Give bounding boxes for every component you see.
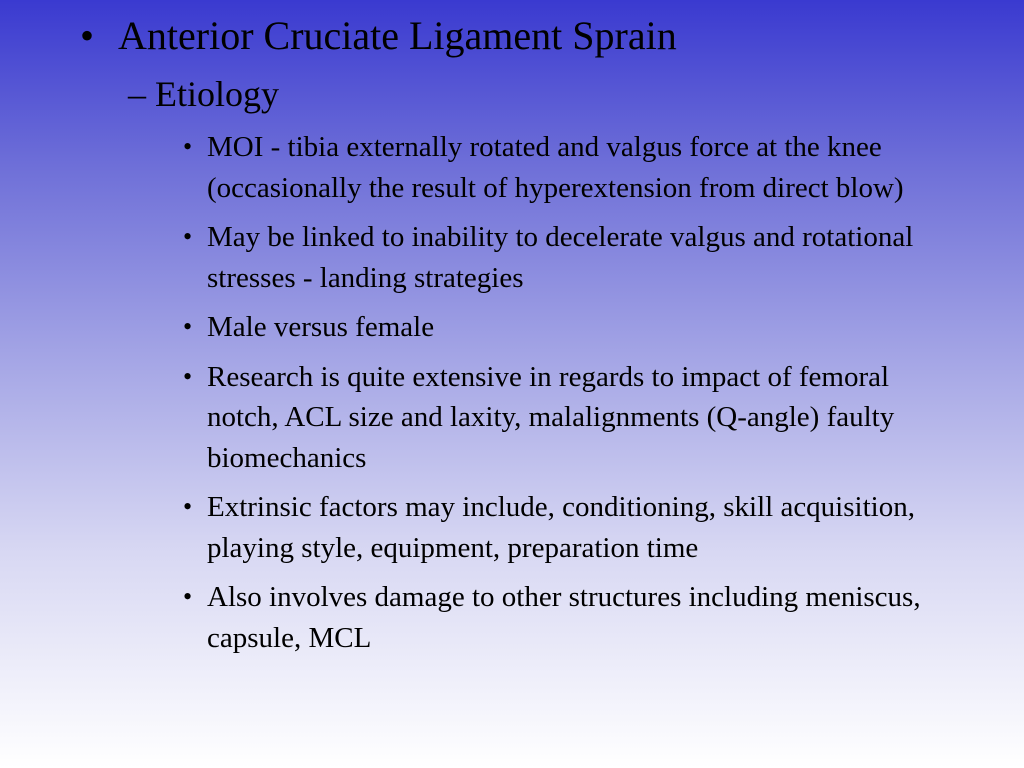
bullet-dot: • <box>183 492 193 521</box>
bullet-dot: • <box>183 312 193 341</box>
list-item <box>183 307 943 348</box>
list-item <box>183 487 943 568</box>
list-item-text: Extrinsic factors may include, conditioning, skill acquisition, playing style, equipment, preparation time <box>207 491 915 564</box>
list-item-text: MOI - tibia externally rotated and valgus force at the knee (occasionally the result of hyperextension from direct blow) <box>207 131 904 204</box>
bullet-dot: • <box>183 132 193 161</box>
list-item <box>183 357 943 479</box>
title-text: Anterior Cruciate Ligament Sprain <box>118 13 677 58</box>
list-item-text: Research is quite extensive in regards to impact of femoral notch, ACL size and laxity, malalignments (Q-angle) faulty biomechanics <box>207 360 895 474</box>
title-bullet: • <box>80 13 95 58</box>
list-item <box>183 217 943 298</box>
bullet-dot: • <box>183 361 193 391</box>
list-item-text: May be linked to inability to decelerate valgus and rotational stresses - landing strategies <box>207 221 914 294</box>
bullet-dot: • <box>183 582 193 611</box>
list-item <box>183 577 943 658</box>
list-item <box>183 127 943 208</box>
list-item-text: Male versus female <box>207 311 435 343</box>
bullet-list <box>183 127 943 667</box>
bullet-dot: • <box>183 222 193 251</box>
section-heading: – Etiology <box>128 74 279 114</box>
list-item-text: Also involves damage to other structures including meniscus, capsule, MCL <box>207 581 921 654</box>
